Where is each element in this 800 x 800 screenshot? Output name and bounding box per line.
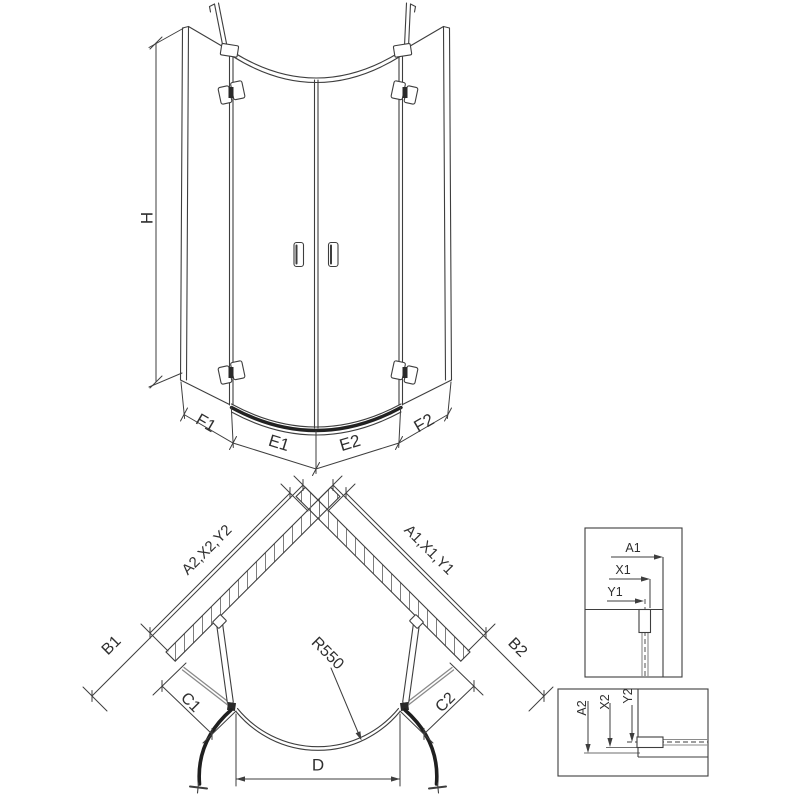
support-arm-left (210, 3, 239, 57)
open-doors (190, 710, 446, 793)
dim-label-b1: B1 (98, 632, 125, 659)
dim-h (149, 29, 183, 389)
left-fixed-panel (181, 27, 230, 405)
plan-dimensions (83, 476, 553, 786)
dim-label-r550: R550 (307, 634, 347, 674)
detail-label-a2: A2 (574, 700, 589, 716)
detail-label-x2: X2 (597, 694, 612, 710)
plan-support-bars (212, 614, 423, 705)
hinge-posts (230, 51, 403, 406)
dim-label-a1x1y1: A1,X1,Y1 (400, 521, 458, 579)
dim-label-d: D (311, 755, 325, 775)
door-handle-left (294, 243, 304, 267)
detail-label-y1: Y1 (607, 584, 623, 599)
curved-doors (233, 52, 400, 428)
hinge-icon (218, 361, 245, 385)
closed-door-arc (236, 709, 400, 751)
elevation-view (149, 3, 452, 476)
dim-label-e1: E1 (266, 430, 292, 456)
dim-label-f2: F2 (410, 409, 438, 437)
detail-label-a1: A1 (625, 540, 641, 555)
dim-label-c2: C2 (432, 689, 459, 716)
detail-label-y2: Y2 (620, 688, 635, 704)
right-fixed-panel (403, 27, 452, 405)
dim-label-h: H (137, 211, 157, 225)
hinge-icon (391, 81, 418, 105)
door-handle-right (329, 243, 339, 267)
support-arm-right (393, 3, 415, 57)
threshold-curve (232, 404, 402, 435)
dim-label-c1: C1 (177, 689, 204, 716)
hinge-icon (218, 81, 245, 105)
dim-label-f1: F1 (192, 409, 220, 437)
dim-label-a2x2y2: A2,X2,Y2 (178, 521, 236, 579)
hinge-icon (391, 361, 418, 385)
detail-label-x1: X1 (615, 562, 631, 577)
dim-bottom-widths (181, 382, 452, 476)
dim-label-e2: E2 (337, 430, 363, 456)
dim-label-b2: B2 (504, 634, 531, 661)
